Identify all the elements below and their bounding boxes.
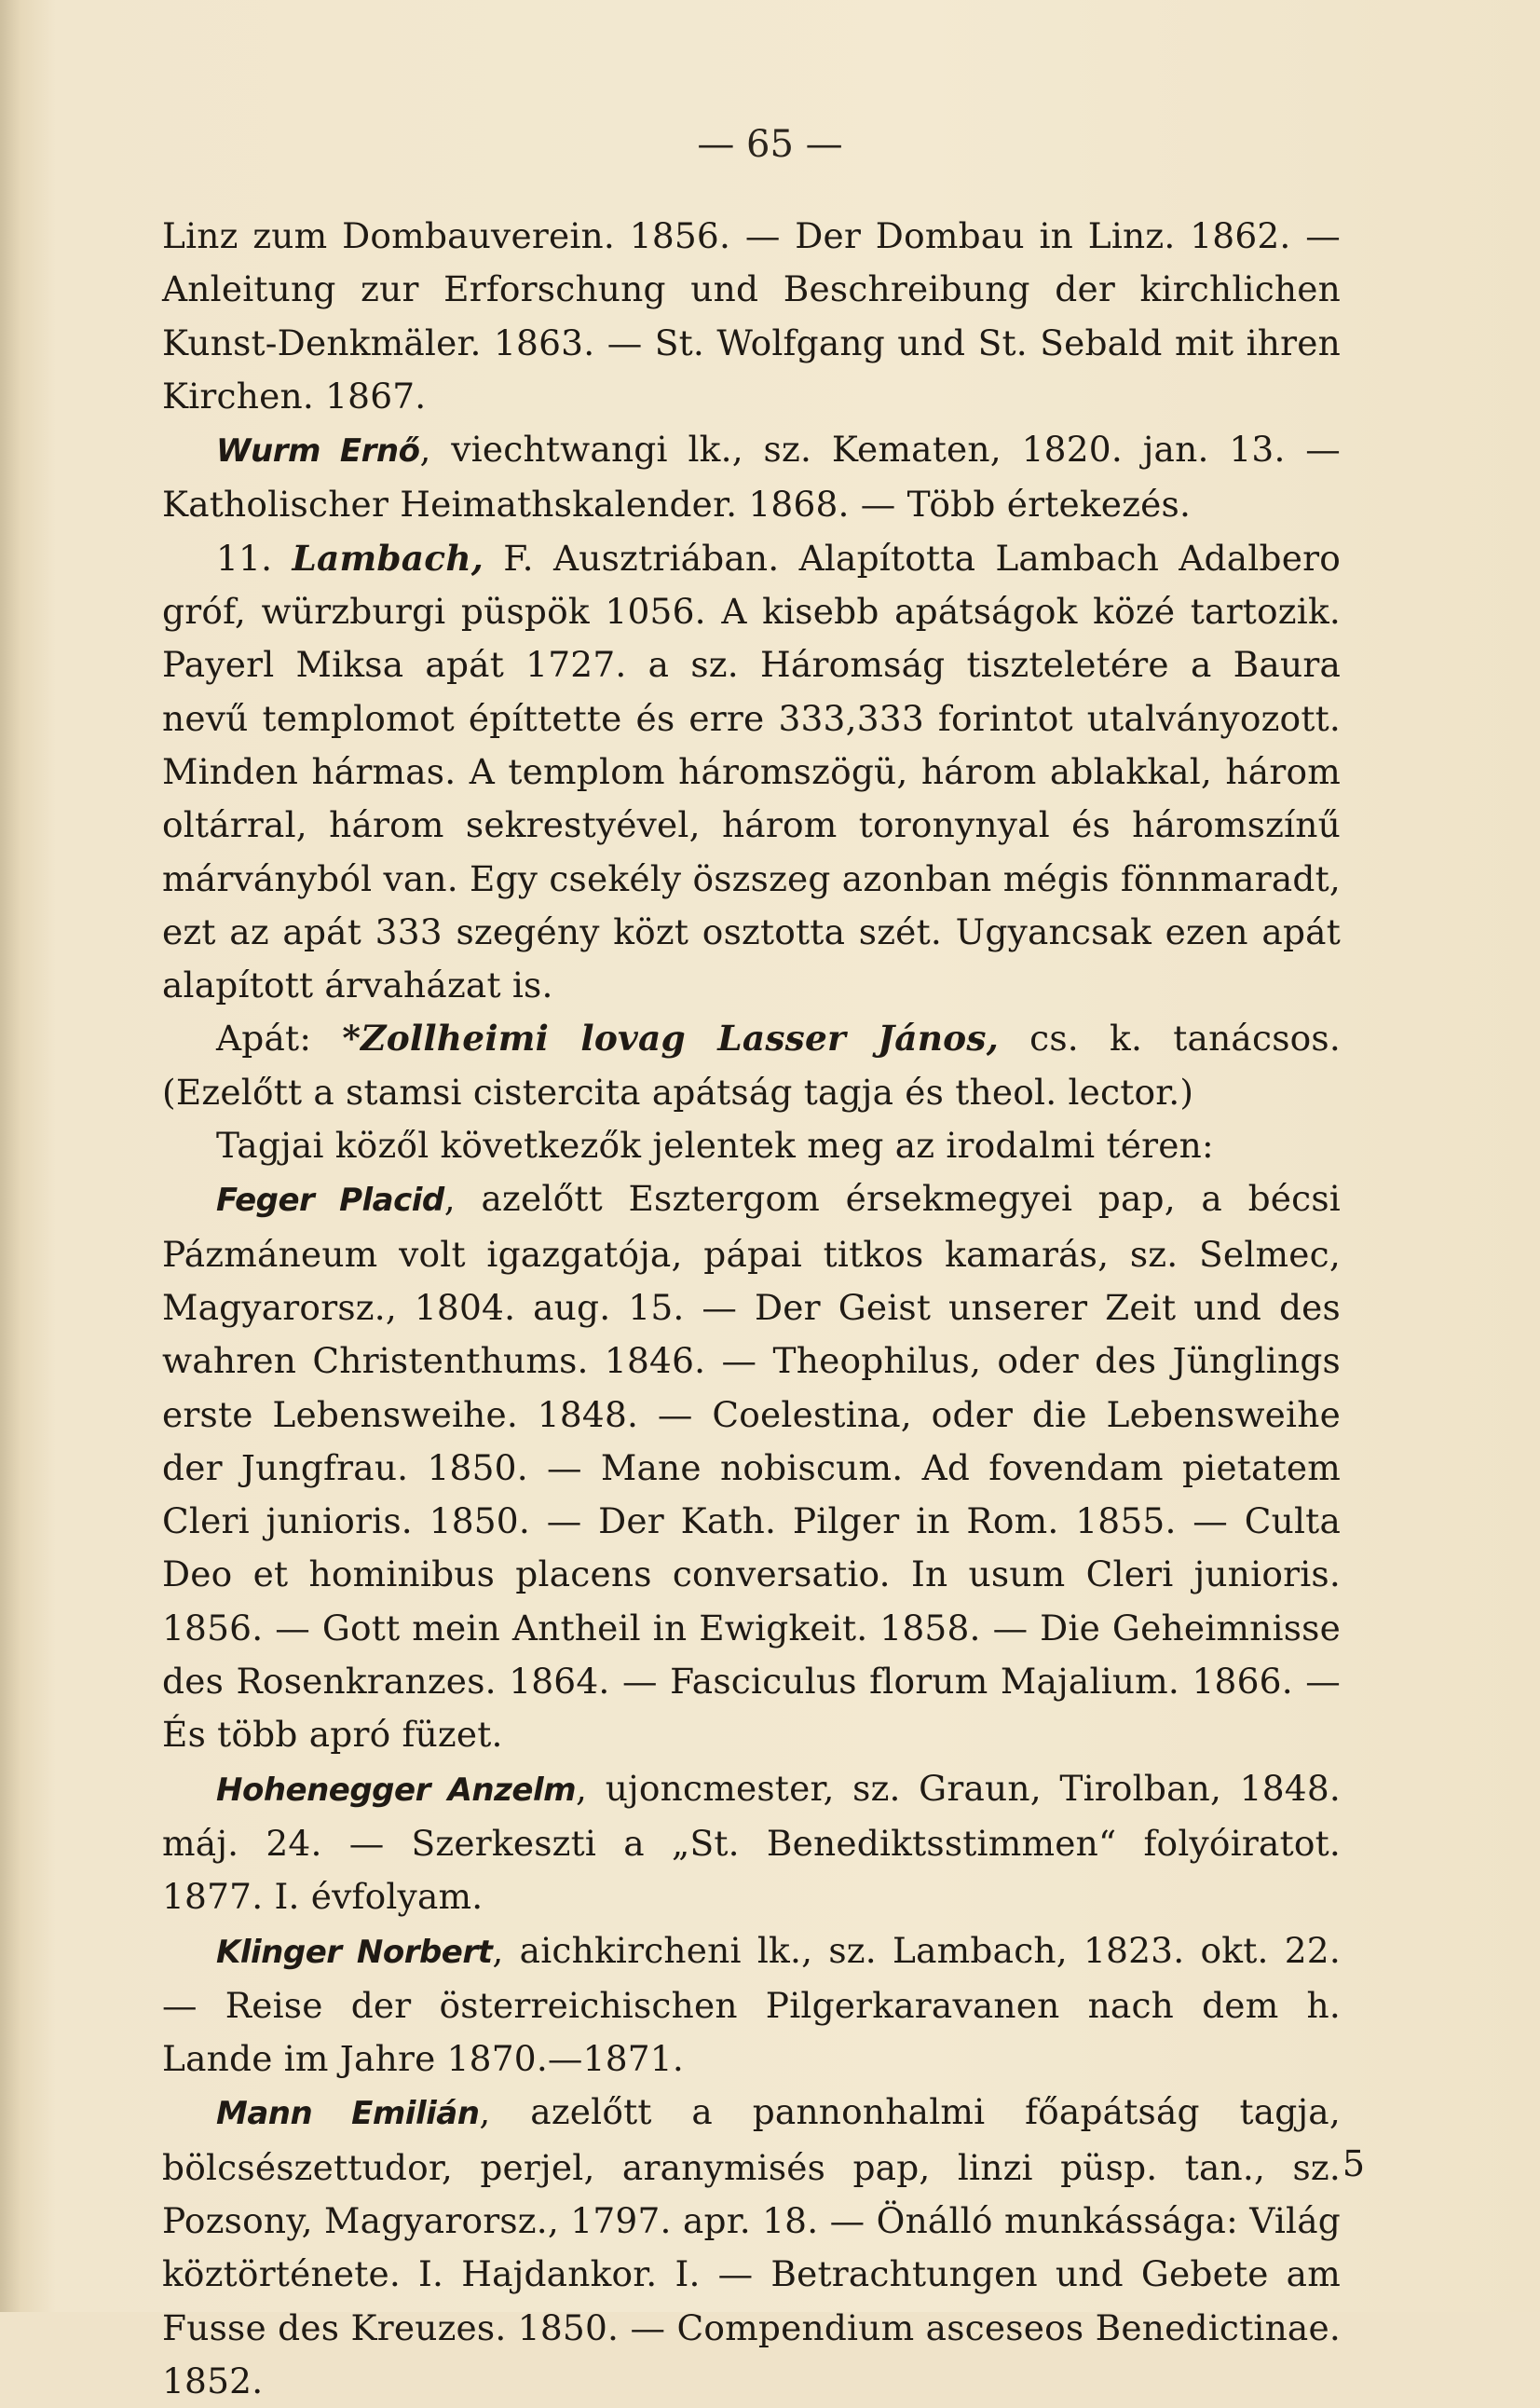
abbot-paragraph: Apát: *Zollheimi lovag Lasser János, cs. k. tanácsos. (Ezelőtt a stamsi cistercita apátság tagja és theol. lector.) [162, 1018, 1341, 1113]
entry-text: , viechtwangi lk., sz. Kematen, 1820. jan. 13. — Katholischer Heimathskalender. 1868. — Több értekezés. [162, 429, 1342, 526]
entry-mann-emilian [162, 2086, 1341, 2408]
page-number: — 65 — [697, 123, 843, 166]
body-text [162, 210, 1341, 2408]
entry-text: , azelőtt a pannonhalmi főapátság tagja, bölcsészettudor, perjel, aranymisés pap, linzi püsp. tan., sz. Pozsony, Magyarorsz., 1797. apr. 18. — Önálló munkássága: Világ köztörténete. I. Hajdankor. I. — Betrachtungen und Gebete am Fusse des Kreuzes. 1850. — Compendium asceseos Benedictinae. 1852. [162, 2091, 1341, 2401]
signature-mark: 5 [1342, 2143, 1365, 2184]
entry-name: Hohenegger Anzelm [216, 1771, 577, 1809]
paragraph-linz-works: Linz zum Dombauverein. 1856. — Der Dombau in Linz. 1862. — Anleitung zur Erforschung und Beschreibung der kirchlichen Kunst-Denkmäler. 1863. — St. Wolfgang und St. Sebald mit ihren Kirchen. 1867. [162, 215, 1341, 417]
entry-text: , aichkircheni lk., sz. Lambach, 1823. okt. 22. — Reise der österreichischen Pilgerkaravanen nach dem h. Lande im Jahre 1870.—1871. [162, 1929, 1341, 2080]
entry-name: Mann Emilián [216, 2095, 480, 2133]
entry-feger-placid [162, 1172, 1341, 1761]
abbot-name: *Zollheimi lovag Lasser János, [342, 1018, 999, 1060]
entry-name: Feger Placid [216, 1182, 444, 1220]
entry-name: Klinger Norbert [216, 1933, 493, 1971]
entry-number: 11. [216, 537, 293, 579]
entry-lambach [162, 532, 1341, 1013]
monastery-name: Lambach, [292, 537, 484, 579]
entry-text: F. Ausztriában. Alapította Lambach Adalbero gróf, würzburgi püspök 1056. A kisebb apátságok közé tartozik. Payerl Miksa apát 1727. a sz. Háromság tiszteletére a Baura nevű templomot építtette és erre 333,333 forintot utalványozott. Minden hármas. A templom háromszögü, három ablakkal, három oltárral, három sekrestyével, három toronynyal és háromszínű márványból van. Egy csekély öszszeg azonban mégis fönnmaradt, ezt az apát 333 szegény közt osztotta szét. Ugyancsak ezen apát alapított árvaházat is. [162, 537, 1341, 1006]
entry-klinger-norbert [162, 1924, 1341, 2086]
entry-text: , ujoncmester, sz. Graun, Tirolban, 1848. máj. 24. — Szerkeszti a „St. Benediktsstimmen“ folyóiratot. 1877. I. évfolyam. [162, 1767, 1341, 1918]
entry-wurm-erno [162, 423, 1341, 532]
members-intro: Tagjai közől következők jelentek meg az irodalmi téren: [216, 1125, 1214, 1167]
entry-text: , azelőtt Esztergom érsekmegyei pap, a bécsi Pázmáneum volt igazgatója, pápai titkos kamarás, sz. Selmec, Magyarorsz., 1804. aug. 15. — Der Geist unserer Zeit und des wahren Christenthums. 1846. — Theophilus, oder des Jünglings erste Lebensweihe. 1848. — Coelestina, oder die Lebensweihe der Jungfrau. 1850. — Mane nobiscum. Ad fovendam pietatem Cleri junioris. 1850. — Der Kath. Pilger in Rom. 1855. — Culta Deo et hominibus placens conversatio. In usum Cleri junioris. 1856. — Gott mein Antheil in Ewigkeit. 1858. — Die Geheimnisse des Rosenkranzes. 1864. — Fasciculus florum Majalium. 1866. — És több apró füzet. [162, 1178, 1342, 1756]
entry-hohenegger-anzelm [162, 1762, 1341, 1924]
entry-name: Wurm Ernő [216, 432, 420, 471]
